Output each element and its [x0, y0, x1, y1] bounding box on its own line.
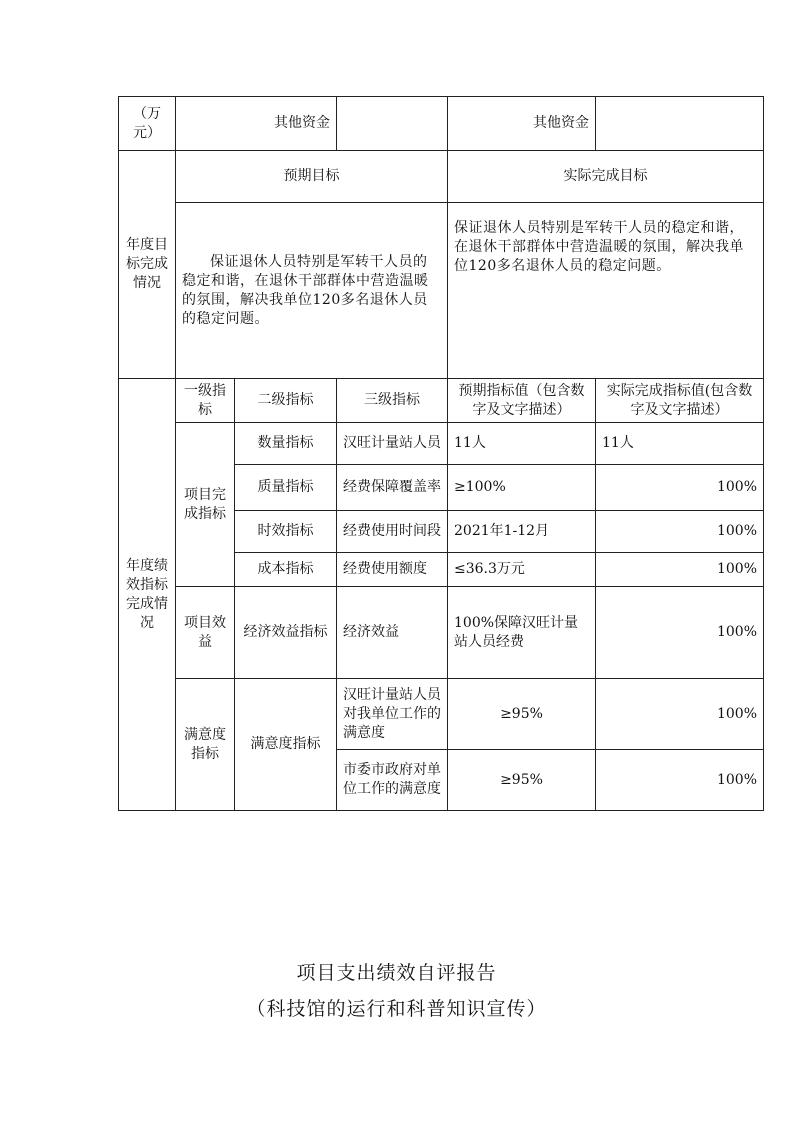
- expected-value-cell: 11人: [448, 423, 596, 465]
- actual-value-cell: 100%: [596, 750, 764, 811]
- level2-cell: 成本指标: [235, 553, 337, 587]
- expected-goal-text: 保证退休人员特别是军转干人员的稳定和谐，在退休干部群体中营造温暖的氛围，解决我单位120多名退休人员的稳定问题。: [176, 203, 448, 379]
- actual-goal-text: 保证退休人员特别是军转干人员的稳定和谐，在退休干部群体中营造温暖的氛围，解决我单位120多名退休人员的稳定问题。: [448, 203, 764, 379]
- level1-cell: 满意度指标: [176, 679, 235, 811]
- level1-cell: 项目完成指标: [176, 423, 235, 587]
- left-other-funds-value: [337, 97, 448, 151]
- expected-goal-header: 预期目标: [176, 151, 448, 203]
- level3-cell: 经费使用时间段: [337, 511, 448, 553]
- level2-cell: 经济效益指标: [235, 587, 337, 679]
- level3-header: 三级指标: [337, 379, 448, 423]
- expected-value-header: 预期指标值（包含数字及文字描述）: [448, 379, 596, 423]
- annual-goal-content-row: [119, 203, 764, 379]
- annual-goal-row-label: 年度目标完成情况: [119, 151, 176, 379]
- table-row: [119, 423, 764, 465]
- report-title: 项目支出绩效自评报告: [296, 962, 497, 984]
- performance-table: [118, 96, 764, 811]
- actual-value-cell: 100%: [596, 465, 764, 511]
- actual-value-cell: 100%: [596, 679, 764, 750]
- level3-cell: 经济效益: [337, 587, 448, 679]
- performance-row-label: 年度绩效指标完成情况: [119, 379, 176, 811]
- annual-goal-header-row: [119, 151, 764, 203]
- right-other-funds-label: 其他资金: [448, 97, 596, 151]
- expected-value-cell: ≥95%: [448, 679, 596, 750]
- expected-value-cell: ≥100%: [448, 465, 596, 511]
- unit-label-cell: （万元）: [119, 97, 176, 151]
- level3-cell: 经费使用额度: [337, 553, 448, 587]
- report-subtitle: （科技馆的运行和科普知识宣传）: [246, 998, 547, 1020]
- actual-goal-header: 实际完成目标: [448, 151, 764, 203]
- other-funds-row: [119, 97, 764, 151]
- table-row: [119, 587, 764, 679]
- level3-cell: 经费保障覆盖率: [337, 465, 448, 511]
- level3-cell: 市委市政府对单位工作的满意度: [337, 750, 448, 811]
- actual-value-cell: 100%: [596, 511, 764, 553]
- actual-value-header: 实际完成指标值(包含数字及文字描述）: [596, 379, 764, 423]
- level2-cell: 数量指标: [235, 423, 337, 465]
- right-other-funds-value: [596, 97, 764, 151]
- expected-value-cell: ≤36.3万元: [448, 553, 596, 587]
- expected-value-cell: ≥95%: [448, 750, 596, 811]
- actual-value-cell: 100%: [596, 587, 764, 679]
- level1-header: 一级指标: [176, 379, 235, 423]
- table-row: [119, 679, 764, 750]
- level2-cell: 时效指标: [235, 511, 337, 553]
- level3-cell: 汉旺计量站人员对我单位工作的满意度: [337, 679, 448, 750]
- level2-cell: 满意度指标: [235, 679, 337, 811]
- actual-value-cell: 11人: [596, 423, 764, 465]
- expected-value-cell: 2021年1-12月: [448, 511, 596, 553]
- actual-value-cell: 100%: [596, 553, 764, 587]
- indicator-header-row: [119, 379, 764, 423]
- left-other-funds-label: 其他资金: [176, 97, 337, 151]
- expected-value-cell: 100%保障汉旺计量站人员经费: [448, 587, 596, 679]
- level3-cell: 汉旺计量站人员: [337, 423, 448, 465]
- level2-cell: 质量指标: [235, 465, 337, 511]
- level2-header: 二级指标: [235, 379, 337, 423]
- level1-cell: 项目效益: [176, 587, 235, 679]
